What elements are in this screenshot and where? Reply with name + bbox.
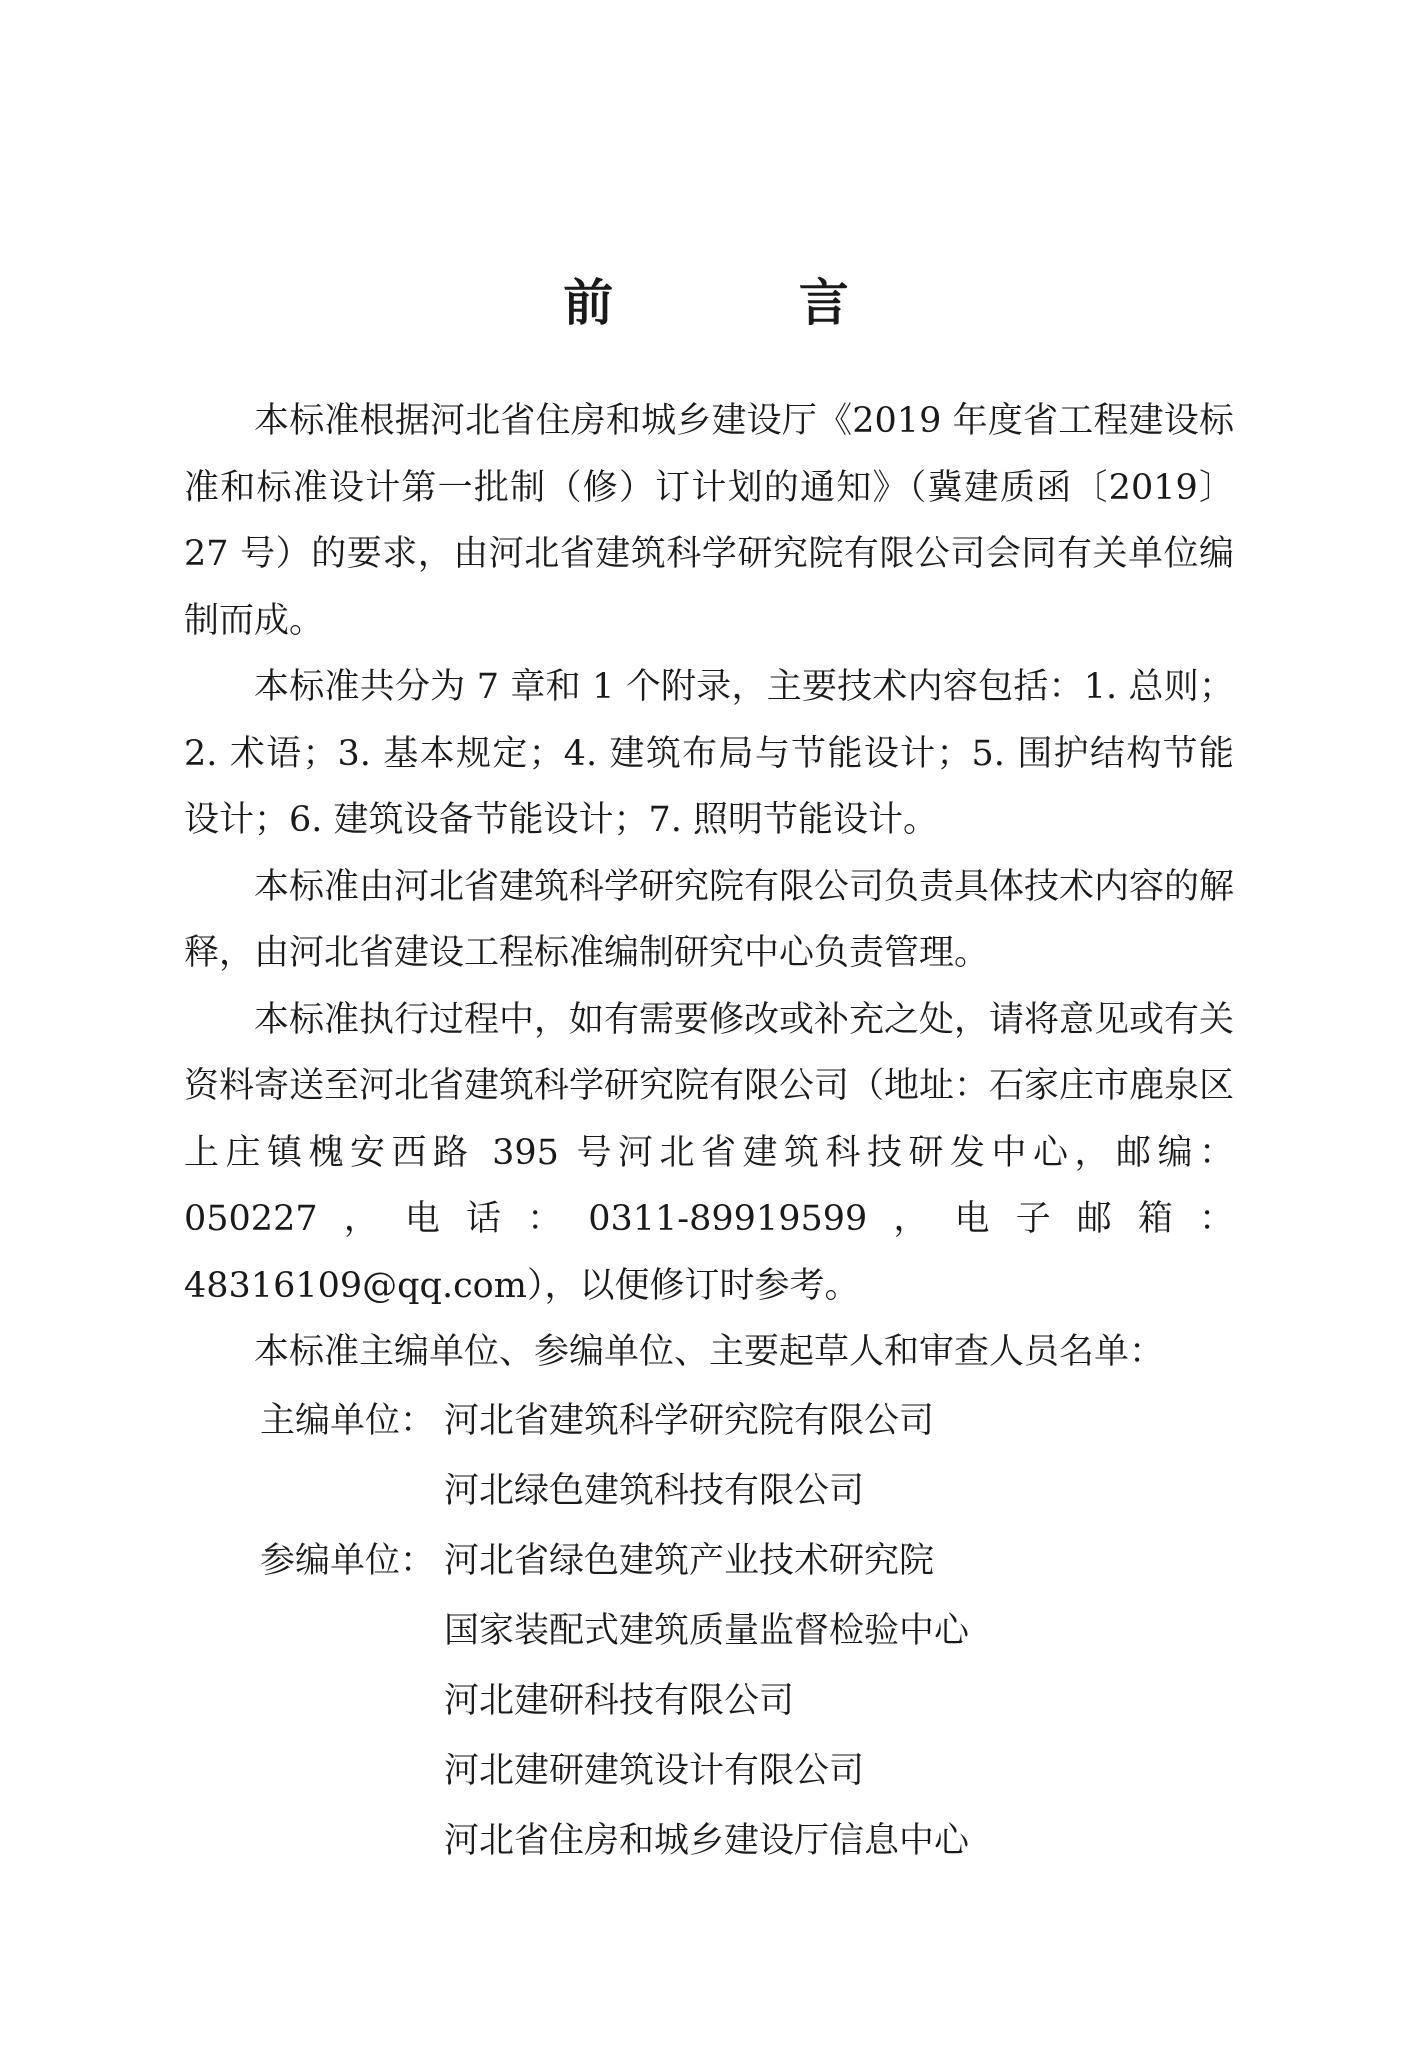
list-item: 河北建研建筑设计有限公司 — [444, 1750, 865, 1791]
list-item: 河北省住房和城乡建设厅信息中心 — [444, 1820, 970, 1861]
list-item: 河北绿色建筑科技有限公司 — [444, 1470, 865, 1511]
chief-units-section — [184, 1386, 1234, 1526]
paragraph-basis: 本标准根据河北省住房和城乡建设厅《2019 年度省工程建设标准和标准设计第一批制（修）订计划的通知》（冀建质函〔2019〕27 号）的要求，由河北省建筑科学研究院有限公司会同有关单位编制而成。 — [184, 401, 1234, 641]
participating-units-list — [444, 1526, 1234, 1876]
participating-units-section — [184, 1526, 1234, 1876]
list-item: 河北建研科技有限公司 — [444, 1680, 795, 1721]
list-item: 河北省建筑科学研究院有限公司 — [444, 1400, 935, 1441]
paragraph-interpretation: 本标准由河北省建筑科学研究院有限公司负责具体技术内容的解释，由河北省建设工程标准编制研究中心负责管理。 — [184, 866, 1235, 973]
preface-body — [184, 388, 1234, 1876]
paragraph-feedback: 本标准执行过程中，如有需要修改或补充之处，请将意见或有关资料寄送至河北省建筑科学研究院有限公司（地址：石家庄市鹿泉区上庄镇槐安西路 395 号河北省建筑科技研发中心，邮编：050227，电话：0311-89919599，电子邮箱：48316109@qq.com），以便修订时参考。 — [184, 999, 1235, 1306]
list-item: 河北省绿色建筑产业技术研究院 — [444, 1540, 935, 1581]
paragraph-units-intro: 本标准主编单位、参编单位、主要起草人和审查人员名单： — [254, 1332, 1165, 1372]
chief-units-label: 主编单位： — [260, 1400, 436, 1441]
participating-units-label: 参编单位： — [260, 1540, 436, 1581]
list-item: 国家装配式建筑质量监督检验中心 — [444, 1610, 970, 1651]
page-title: 前 言 — [563, 273, 933, 332]
paragraph-contents: 本标准共分为 7 章和 1 个附录，主要技术内容包括：1. 总则；2. 术语；3. 基本规定；4. 建筑布局与节能设计；5. 围护结构节能设计；6. 建筑设备节能设计；7. 照明节能设计。 — [184, 667, 1234, 840]
chief-units-list — [444, 1386, 1234, 1526]
